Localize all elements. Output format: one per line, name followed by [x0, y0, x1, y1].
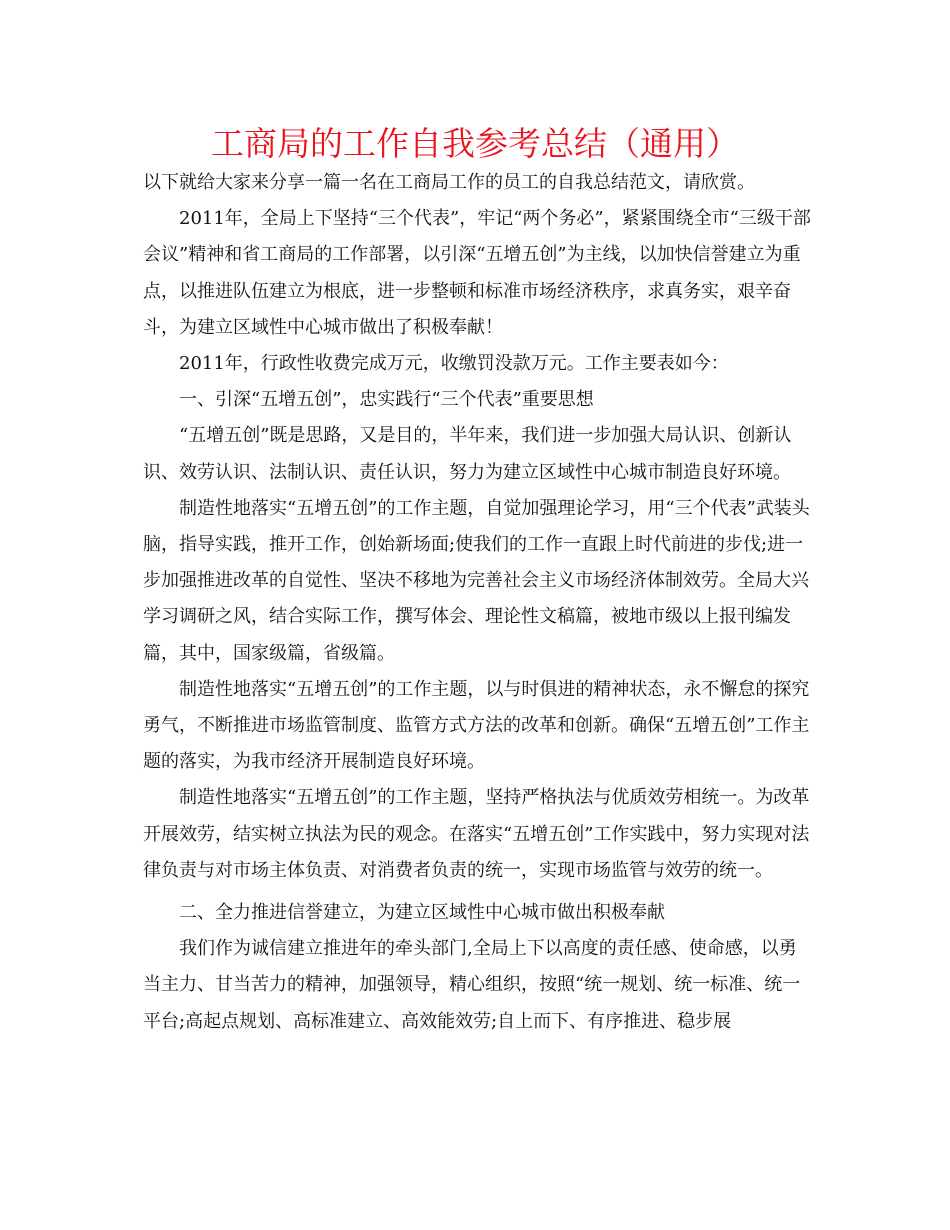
- body-paragraph: 制造性地落实“五增五创”的工作主题，自觉加强理论学习，用“三个代表”武装头脑，指导实践，推开工作，创始新场面;使我们的工作一直跟上时代前进的步伐;进一步加强推进改革的自觉性、坚决不移地为完善社会主义市场经济体制效劳。全局大兴学习调研之风，结合实际工作，撰写体会、理论性文稿篇，被地市级以上报刊编发篇，其中，国家级篇，省级篇。: [143, 497, 810, 664]
- document-title: 工商局的工作自我参考总结（通用）: [211, 124, 739, 163]
- body-paragraph: 我们作为诚信建立推进年的牵头部门,全局上下以高度的责任感、使命感，以勇当主力、甘当苦力的精神，加强领导，精心组织，按照“统一规划、统一标准、统一平台;高起点规划、高标准建立、高效能效劳;自上而下、有序推进、稳步展: [143, 938, 801, 1032]
- body-paragraph: 制造性地落实“五增五创”的工作主题，坚持严格执法与优质效劳相统一。为改革开展效劳，结实树立执法为民的观念。在落实“五增五创”工作实践中，努力实现对法律负责与对市场主体负责、对消费者负责的统一，实现市场监管与效劳的统一。: [143, 787, 810, 881]
- body-paragraph: 制造性地落实“五增五创”的工作主题，以与时俱进的精神状态，永不懈怠的探究勇气，不断推进市场监管制度、监管方式方法的改革和创新。确保“五增五创”工作主题的落实，为我市经济开展制造良好环境。: [143, 678, 810, 773]
- section-heading: 一、引深“五增五创”，忠实践行“三个代表”重要思想: [179, 389, 594, 411]
- intro-paragraph: 以下就给大家来分享一篇一名在工商局工作的员工的自我总结范文，请欣赏。: [143, 172, 755, 193]
- section-heading: 二、全力推进信誉建立，为建立区域性中心城市做出积极奉献: [179, 902, 665, 924]
- body-paragraph: 2011年，全局上下坚持“三个代表”，牢记“两个务必”，紧紧围绕全市“三级干部会议”精神和省工商局的工作部署，以引深“五增五创”为主线，以加快信誉建立为重点，以推进队伍建立为根底，进一步整顿和标准市场经济秩序，求真务实，艰辛奋斗，为建立区域性中心城市做出了积极奉献！: [143, 208, 811, 338]
- body-paragraph: 2011年，行政性收费完成万元，收缴罚没款万元。工作主要表如今：: [179, 353, 729, 375]
- document-body: [143, 165, 813, 1040]
- body-paragraph: “五增五创”既是思路，又是目的，半年来，我们进一步加强大局认识、创新认识、效劳认识、法制认识、责任认识，努力为建立区域性中心城市制造良好环境。: [143, 425, 792, 483]
